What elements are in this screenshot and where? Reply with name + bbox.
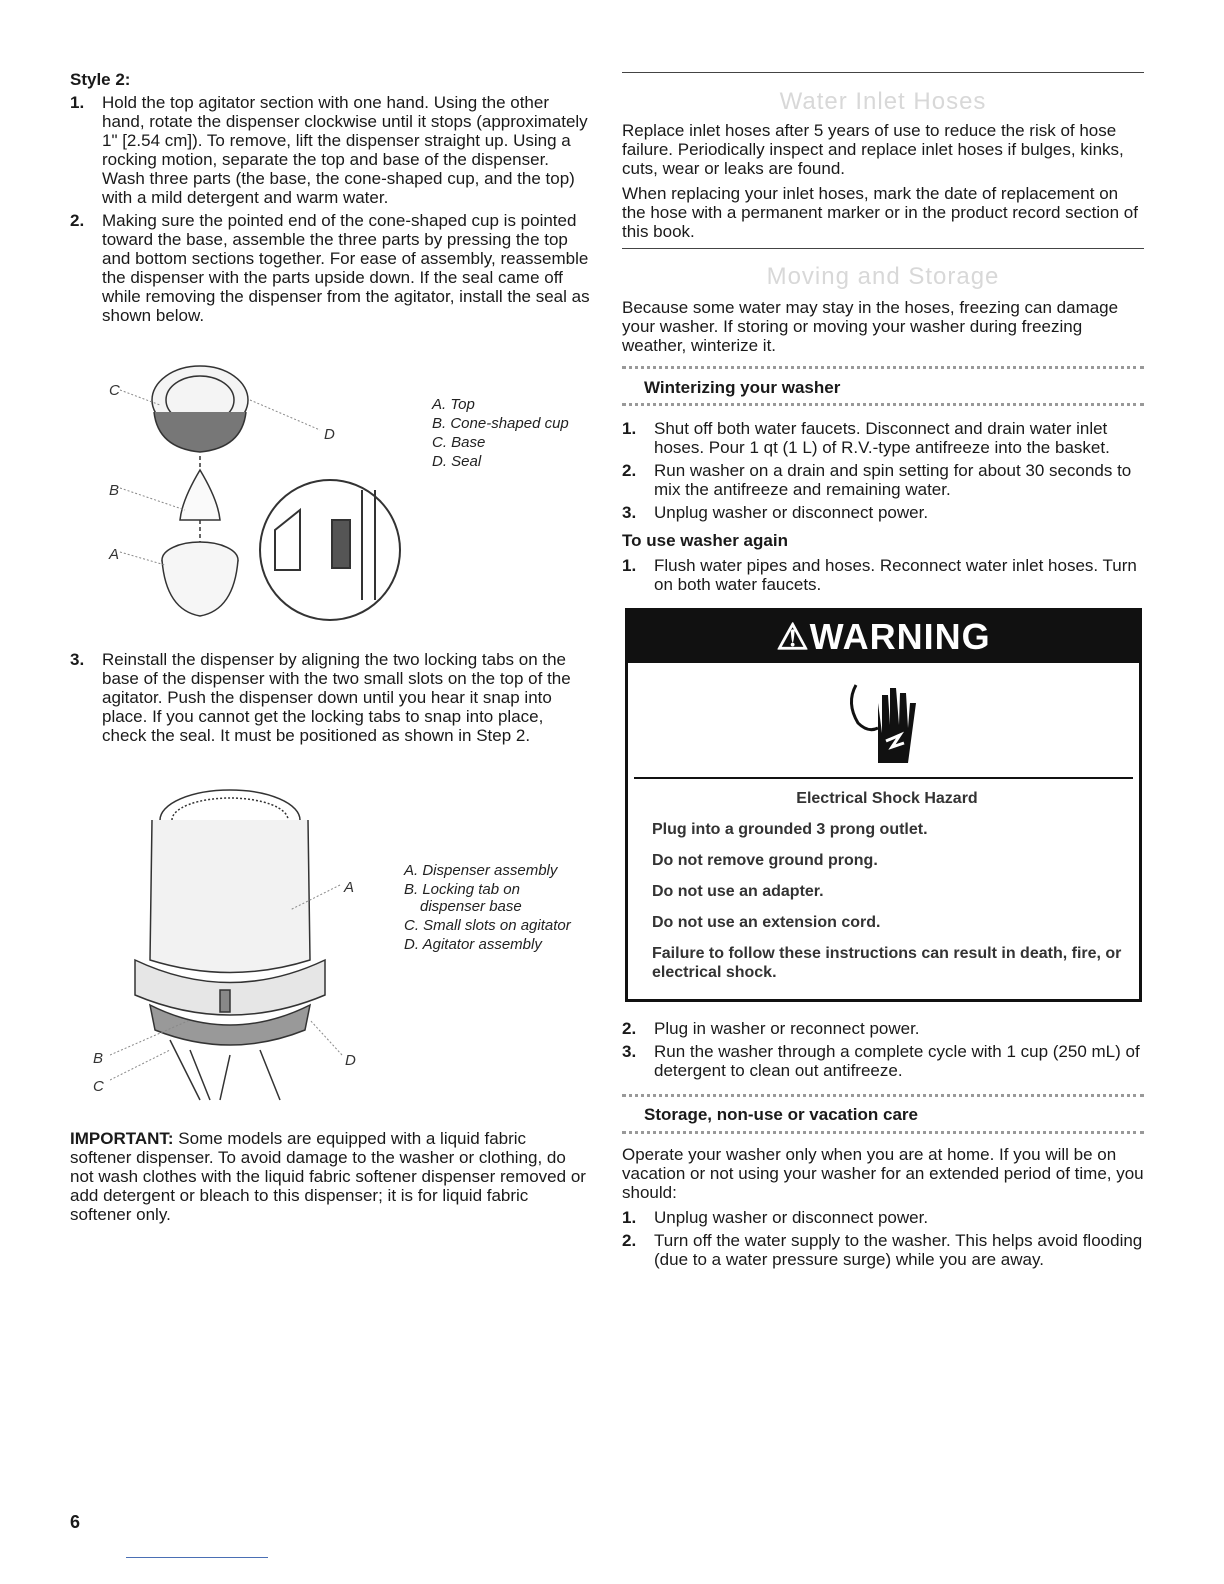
callout-b: B <box>93 1050 104 1067</box>
step-text: Unplug washer or disconnect power. <box>654 503 929 522</box>
step-text: Run washer on a drain and spin setting for about 30 seconds to mix the antifreeze and remaining water. <box>654 461 1132 499</box>
dispenser-assembly-drawing <box>135 790 325 1100</box>
list-item <box>622 1042 1144 1080</box>
list-item <box>70 650 590 745</box>
use-again-steps-2-3 <box>622 1019 1144 1084</box>
figure2-legend <box>404 862 584 955</box>
legend-item: B. Locking tab on dispenser base <box>404 881 522 915</box>
step-text: Turn off the water supply to the washer. This helps avoid flooding (due to a water pressure surge) while you are away. <box>654 1231 1143 1269</box>
use-again-step-1 <box>622 556 1144 598</box>
warning-title: WARNING <box>809 616 991 657</box>
dotted-divider <box>622 1131 1144 1134</box>
step-text: Hold the top agitator section with one hand. Using the other hand, rotate the dispenser clockwise until it stops (approximately 1" [2.54 cm]). To remove, lift the dispenser straight up. Using a rocking motion, separate the top and base of the dispenser. Wash three parts (the base, the cone-shaped cup, and the top) with a mild detergent and warm water. <box>102 93 588 207</box>
step-number: 1. <box>622 419 637 438</box>
dispenser-parts-figure <box>100 360 420 650</box>
dotted-divider <box>622 1094 1144 1097</box>
legend-item: C. Small slots on agitator <box>404 917 571 934</box>
dotted-divider <box>622 403 1144 406</box>
warning-line: Do not remove ground prong. <box>652 852 878 869</box>
legend-item: C. Base <box>432 434 486 451</box>
hoses-paragraph-2: When replacing your inlet hoses, mark the date of replacement on the hose with a permanent marker or in the product record section of this book. <box>622 184 1138 241</box>
warning-header <box>628 611 1139 663</box>
legend-item: A. Top <box>432 396 475 413</box>
list-item <box>622 1208 1144 1227</box>
warning-line: Plug into a grounded 3 prong outlet. <box>652 821 928 838</box>
callout-a: A <box>344 879 355 896</box>
list-item <box>622 419 1144 457</box>
important-label: IMPORTANT: <box>70 1129 174 1148</box>
callout-a: A <box>109 546 120 563</box>
legend-item: D. Agitator assembly <box>404 936 542 953</box>
warning-divider <box>634 777 1133 779</box>
dispenser-top-drawing <box>162 542 238 616</box>
step-number: 3. <box>622 503 637 522</box>
dispenser-assembly-figure <box>110 780 370 1110</box>
dotted-divider <box>622 366 1144 369</box>
step-text: Run the washer through a complete cycle with 1 cup (250 mL) of detergent to clean out antifreeze. <box>654 1042 1140 1080</box>
important-note <box>70 1129 590 1224</box>
storage-steps <box>622 1208 1144 1273</box>
figure1-legend <box>432 396 582 472</box>
warning-triangle-icon: ⚠ <box>776 616 810 657</box>
step-text: Plug in washer or reconnect power. <box>654 1019 920 1038</box>
callout-d: D <box>345 1052 356 1069</box>
step-text: Flush water pipes and hoses. Reconnect water inlet hoses. Turn on both water faucets. <box>654 556 1137 594</box>
legend-item: B. Cone-shaped cup <box>432 415 569 432</box>
list-item <box>622 1231 1144 1269</box>
moving-paragraph: Because some water may stay in the hoses, freezing can damage your washer. If storing or moving your washer during freezing weather, winterize it. <box>622 298 1119 355</box>
step-number: 1. <box>70 93 85 112</box>
water-inlet-hoses-title: Water Inlet Hoses <box>779 88 987 115</box>
list-item <box>70 93 590 207</box>
callout-c: C <box>93 1078 104 1095</box>
warning-line: Failure to follow these instructions can result in death, fire, or electrical shock. <box>652 945 1122 981</box>
list-item <box>70 211 590 325</box>
warning-line: Do not use an adapter. <box>652 883 824 900</box>
callout-b: B <box>109 482 120 499</box>
use-washer-again-heading: To use washer again <box>622 531 788 550</box>
callout-c: C <box>109 382 120 399</box>
step-number: 2. <box>622 461 637 480</box>
hazard-name: Electrical Shock Hazard <box>796 790 978 807</box>
step-number: 1. <box>622 556 637 575</box>
step-number: 2. <box>70 211 85 230</box>
dispenser-step-3 <box>70 650 590 749</box>
important-text: Some models are equipped with a liquid fabric softener dispenser. To avoid damage to the washer or clothing, do not wash clothes with the liquid fabric softener dispenser removed or add detergent or bleach to this dispenser; it is for liquid fabric softener only. <box>70 1129 586 1224</box>
footer-rule <box>126 1557 268 1558</box>
section-divider <box>622 72 1144 73</box>
moving-storage-title: Moving and Storage <box>766 263 1000 290</box>
legend-item: A. Dispenser assembly <box>404 862 558 879</box>
warning-box <box>625 608 1142 1002</box>
list-item <box>622 556 1144 594</box>
step-text: Shut off both water faucets. Disconnect and drain water inlet hoses. Pour 1 qt (1 L) of R.V.-type antifreeze into the basket. <box>654 419 1110 457</box>
seal-detail-drawing <box>260 480 400 620</box>
step-number: 2. <box>622 1231 637 1250</box>
list-item <box>622 1019 1144 1038</box>
style-2-heading: Style 2: <box>70 70 131 89</box>
page-number: 6 <box>70 1512 81 1532</box>
step-number: 2. <box>622 1019 637 1038</box>
storage-heading: Storage, non-use or vacation care <box>644 1105 918 1124</box>
list-item <box>622 461 1144 499</box>
step-text: Making sure the pointed end of the cone-shaped cup is pointed toward the base, assemble the three parts by pressing the top and bottom sections together. For ease of assembly, reassemble the dispenser with the parts upside down. If the seal came off while removing the dispenser from the agitator, install the seal as shown below. <box>102 211 590 325</box>
step-text: Unplug washer or disconnect power. <box>654 1208 929 1227</box>
dispenser-steps-1-2 <box>70 93 590 329</box>
winterizing-steps <box>622 419 1144 526</box>
step-number: 3. <box>70 650 85 669</box>
warning-text <box>652 789 1122 994</box>
section-divider <box>622 248 1144 249</box>
hoses-paragraph-1: Replace inlet hoses after 5 years of use to reduce the risk of hose failure. Periodically inspect and replace inlet hoses if bulges, kinks, cuts, wear or leaks are found. <box>622 121 1124 178</box>
electrical-shock-hand-icon <box>838 673 928 773</box>
step-number: 3. <box>622 1042 637 1061</box>
callout-d: D <box>324 426 335 443</box>
step-text: Reinstall the dispenser by aligning the two locking tabs on the base of the dispenser with the two small slots on the top of the agitator. Push the dispenser down until you hear it snap into place. If you cannot get the locking tabs to snap into place, check the seal. It must be positioned as shown in Step 2. <box>102 650 571 745</box>
legend-item: D. Seal <box>432 453 482 470</box>
list-item <box>622 503 1144 522</box>
storage-paragraph: Operate your washer only when you are at home. If you will be on vacation or not using your washer for an extended period of time, you should: <box>622 1145 1144 1202</box>
winterizing-heading: Winterizing your washer <box>644 378 841 397</box>
warning-line: Do not use an extension cord. <box>652 914 881 931</box>
step-number: 1. <box>622 1208 637 1227</box>
